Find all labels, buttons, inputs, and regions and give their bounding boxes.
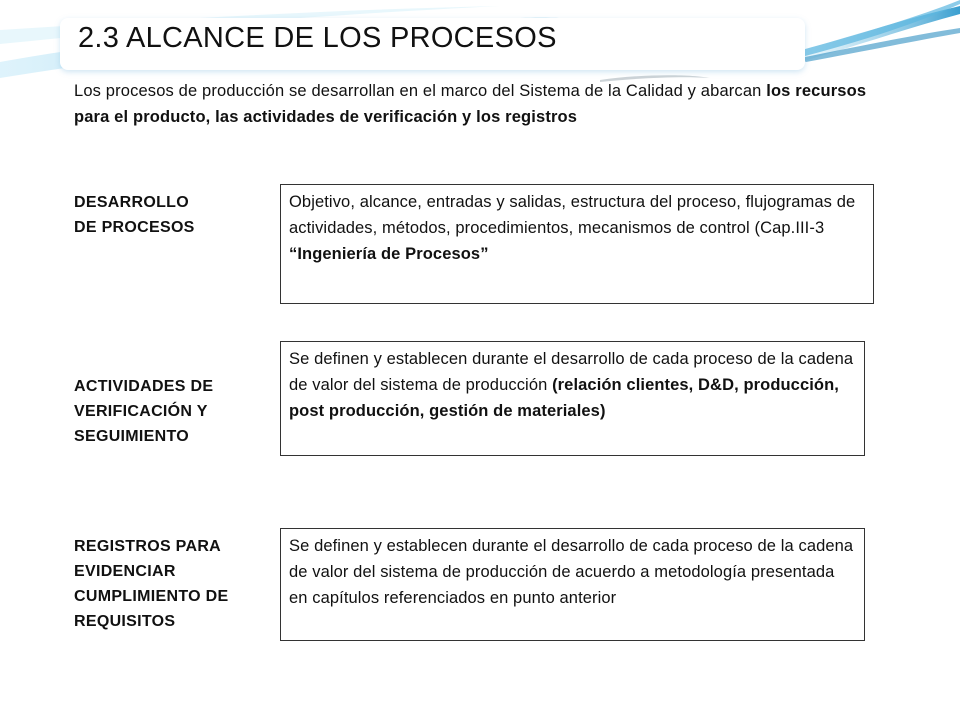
- intro-paragraph: [74, 78, 874, 130]
- label-line: DESARROLLO: [74, 194, 189, 211]
- box-text: Objetivo, alcance, entradas y salidas, estructura del proceso, flujogramas de actividades, métodos, procedimientos, mecanismos de control (Cap.III-3: [289, 193, 856, 237]
- slide-title: 2.3 ALCANCE DE LOS PROCESOS: [78, 22, 557, 54]
- intro-text: Los procesos de producción se desarrollan en el marco del Sistema de la Calidad y abarcan: [74, 82, 767, 100]
- box-text: Se definen y establecen durante el desarrollo de cada proceso de la cadena de valor del sistema de producción: [289, 350, 854, 394]
- label-line: VERIFICACIÓN Y: [74, 403, 208, 420]
- section-box-registros: [280, 528, 865, 641]
- label-line: ACTIVIDADES DE: [74, 378, 214, 395]
- section-box-actividades: [280, 341, 865, 456]
- box-bold-text: “Ingeniería de Procesos”: [289, 245, 489, 263]
- box-text: Se definen y establecen durante el desarrollo de cada proceso de la cadena de valor del sistema de producción de acuerdo a metodología presentada en capítulos referenciados en punto anterior: [289, 537, 854, 607]
- section-box-desarrollo: [280, 184, 874, 304]
- box-bold-text: (relación clientes, D&D, producción, post producción, gestión de materiales): [289, 376, 839, 420]
- intro-bold-text: los recursos para el producto, las actividades de verificación y los registros: [74, 82, 867, 126]
- label-line: CUMPLIMIENTO DE: [74, 588, 229, 605]
- label-line: SEGUIMIENTO: [74, 428, 190, 445]
- label-line: REGISTROS PARA: [74, 538, 222, 555]
- label-line: EVIDENCIAR: [74, 563, 176, 580]
- section-label-actividades: [74, 374, 213, 449]
- section-label-registros: [74, 534, 228, 634]
- label-line: DE PROCESOS: [74, 219, 195, 236]
- section-label-desarrollo: [74, 190, 195, 240]
- label-line: REQUISITOS: [74, 613, 176, 630]
